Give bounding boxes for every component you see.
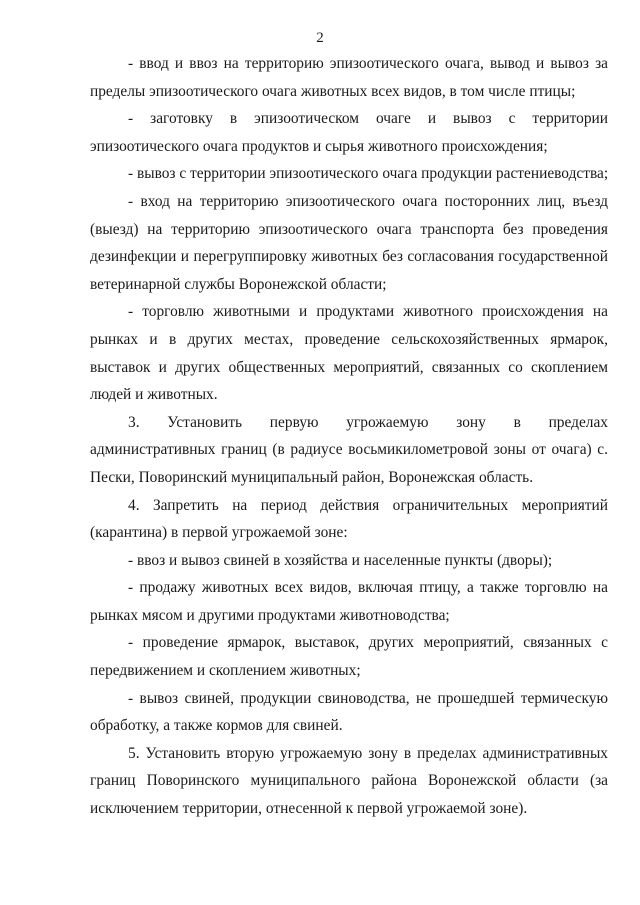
text-line: - продажу животных всех видов, включая птицу, а также торговлю на (128, 579, 608, 597)
paragraph (90, 160, 608, 188)
paragraph (90, 685, 608, 740)
paragraph (90, 547, 608, 575)
text-line: 3. Установить первую угрожаемую зону в пределах (128, 413, 608, 431)
paragraph (90, 492, 608, 547)
paragraph (90, 50, 608, 105)
text-line: - ввод и ввоз на территорию эпизоотического очага, вывод и вывоз за (128, 55, 608, 72)
paragraph (90, 298, 608, 408)
text-line: (карантина) в первой угрожаемой зоне: (90, 524, 348, 542)
text-line: ветеринарной службы Воронежской области; (90, 275, 387, 293)
text-line: - заготовку в эпизоотическом очаге и вывоз с территории (128, 110, 608, 128)
paragraph (90, 574, 608, 629)
text-line: эпизоотического очага продуктов и сырья животного происхождения; (90, 137, 548, 155)
text-line: дезинфекции и перегруппировку животных без согласования государственной (90, 248, 608, 266)
text-line: - ввоз и вывоз свиней в хозяйства и населенные пункты (дворы); (128, 551, 553, 569)
document-body (90, 50, 608, 823)
text-line: передвижением и скоплением животных; (90, 662, 361, 680)
text-line: - проведение ярмарок, выставок, других мероприятий, связанных с (128, 634, 608, 652)
text-line: - вывоз с территории эпизоотического очага продукции растениеводства; (128, 165, 609, 183)
text-line: выставок и других общественных мероприятий, связанных со скоплением (90, 358, 608, 376)
text-line: - вывоз свиней, продукции свиноводства, не прошедшей термическую (128, 689, 608, 707)
text-line: исключением территории, отнесенной к первой угрожаемой зоне). (90, 800, 528, 818)
text-line: административных границ (в радиусе восьмикилометровой зоны от очага) с. (90, 441, 608, 459)
text-line: рынках мясом и другими продуктами животноводства; (90, 606, 450, 624)
text-line: рынках и в других местах, проведение сельскохозяйственных ярмарок, (90, 330, 608, 348)
text-line: 4. Запретить на период действия ограничительных мероприятий (128, 496, 608, 514)
paragraph (90, 409, 608, 492)
text-line: 5. Установить вторую угрожаемую зону в пределах административных (128, 744, 608, 762)
text-line: - вход на территорию эпизоотического очага посторонних лиц, въезд (128, 192, 608, 210)
page-number: 2 (316, 30, 324, 46)
text-line: (выезд) на территорию эпизоотического очага транспорта без проведения (90, 220, 608, 238)
paragraph (90, 740, 608, 823)
text-line: - торговлю животными и продуктами животного происхождения на (128, 303, 608, 321)
text-line: Пески, Поворинский муниципальный район, Воронежская область. (90, 468, 534, 486)
text-line: пределы эпизоотического очага животных всех видов, в том числе птицы; (90, 82, 576, 100)
paragraph (90, 188, 608, 298)
text-line: людей и животных. (90, 386, 218, 404)
paragraph (90, 105, 608, 160)
paragraph (90, 629, 608, 684)
text-line: обработку, а также кормов для свиней. (90, 717, 343, 735)
text-line: границ Поворинского муниципального района Воронежской области (за (90, 772, 608, 790)
